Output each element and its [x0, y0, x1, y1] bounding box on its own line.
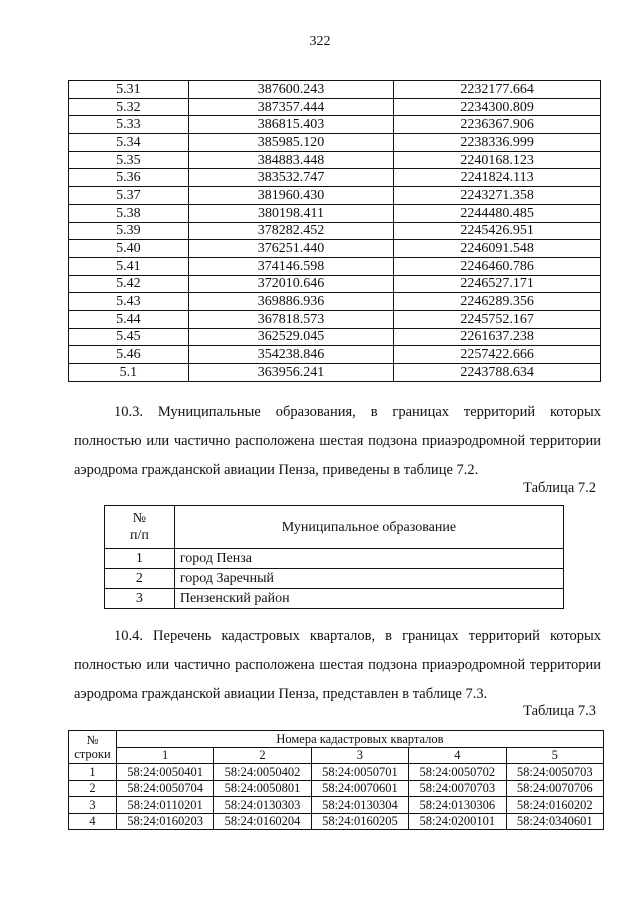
x-coordinate: 386815.403: [188, 116, 394, 134]
coordinates-table: [68, 80, 601, 382]
y-coordinate: 2240168.123: [394, 151, 601, 169]
municipality-name: город Заречный: [174, 569, 563, 589]
point-number: 5.32: [69, 98, 189, 116]
table-row: [105, 589, 564, 609]
point-number: 5.44: [69, 310, 189, 328]
x-coordinate: 354238.846: [188, 346, 394, 364]
header-number-cell: [105, 506, 175, 549]
cadastral-number: 58:24:0110201: [116, 797, 213, 814]
x-coordinate: 367818.573: [188, 310, 394, 328]
header-number-symbol: №: [132, 511, 147, 526]
table-row: [69, 346, 601, 364]
table-7-2-caption: Таблица 7.2: [523, 480, 596, 496]
y-coordinate: 2245426.951: [394, 222, 601, 240]
table-row: [69, 275, 601, 293]
table-row: [69, 310, 601, 328]
subheader-column: 4: [409, 747, 506, 764]
row-number: 3: [105, 589, 175, 609]
cadastral-number: 58:24:0160203: [116, 813, 213, 830]
municipalities-table: [104, 505, 564, 609]
y-coordinate: 2261637.238: [394, 328, 601, 346]
row-number: 2: [69, 780, 117, 797]
header-row-label: строки: [74, 747, 111, 761]
point-number: 5.1: [69, 364, 189, 382]
table-row: [69, 780, 604, 797]
table-row: [69, 151, 601, 169]
y-coordinate: 2246460.786: [394, 257, 601, 275]
cadastral-number: 58:24:0070706: [506, 780, 603, 797]
x-coordinate: 376251.440: [188, 240, 394, 258]
x-coordinate: 387600.243: [188, 81, 394, 99]
municipalities-header-row: [105, 506, 564, 549]
cadastral-number: 58:24:0050704: [116, 780, 213, 797]
table-row: [69, 222, 601, 240]
table-row: [69, 240, 601, 258]
cadastral-number: 58:24:0050702: [409, 764, 506, 781]
cadastral-number: 58:24:0340601: [506, 813, 603, 830]
table-row: [69, 134, 601, 152]
y-coordinate: 2246527.171: [394, 275, 601, 293]
table-row: [69, 364, 601, 382]
y-coordinate: 2234300.809: [394, 98, 601, 116]
point-number: 5.43: [69, 293, 189, 311]
subheader-column: 2: [214, 747, 311, 764]
table-row: [69, 328, 601, 346]
x-coordinate: 385985.120: [188, 134, 394, 152]
x-coordinate: 362529.045: [188, 328, 394, 346]
point-number: 5.45: [69, 328, 189, 346]
cadastral-quarters-table: [68, 730, 604, 830]
y-coordinate: 2257422.666: [394, 346, 601, 364]
subheader-column: 1: [116, 747, 213, 764]
table-row: [69, 813, 604, 830]
cadastral-number: 58:24:0130304: [311, 797, 408, 814]
cadastral-number: 58:24:0070703: [409, 780, 506, 797]
cadastral-number: 58:24:0130303: [214, 797, 311, 814]
x-coordinate: 374146.598: [188, 257, 394, 275]
y-coordinate: 2232177.664: [394, 81, 601, 99]
table-row: [69, 764, 604, 781]
cadastral-number: 58:24:0160205: [311, 813, 408, 830]
paragraph-10-4: 10.4. Перечень кадастровых кварталов, в границах территорий которых полностью или частично расположена шестая подзона приаэродромной территории аэродрома гражданской авиации Пенза, представлен в таблице 7.3.: [74, 628, 601, 702]
table-row: [69, 116, 601, 134]
header-number-symbol: №: [86, 733, 99, 747]
subheader-column: 3: [311, 747, 408, 764]
row-number: 1: [105, 549, 175, 569]
y-coordinate: 2243788.634: [394, 364, 601, 382]
table-row: [69, 204, 601, 222]
point-number: 5.36: [69, 169, 189, 187]
table-row: [69, 81, 601, 99]
table-row: [69, 293, 601, 311]
cadastral-number: 58:24:0160202: [506, 797, 603, 814]
x-coordinate: 363956.241: [188, 364, 394, 382]
cadastral-number: 58:24:0050701: [311, 764, 408, 781]
x-coordinate: 387357.444: [188, 98, 394, 116]
point-number: 5.31: [69, 81, 189, 99]
y-coordinate: 2244480.485: [394, 204, 601, 222]
table-row: [69, 98, 601, 116]
x-coordinate: 383532.747: [188, 169, 394, 187]
y-coordinate: 2241824.113: [394, 169, 601, 187]
point-number: 5.41: [69, 257, 189, 275]
cadastral-number: 58:24:0050801: [214, 780, 311, 797]
x-coordinate: 378282.452: [188, 222, 394, 240]
point-number: 5.37: [69, 187, 189, 205]
cadastral-number: 58:24:0160204: [214, 813, 311, 830]
x-coordinate: 380198.411: [188, 204, 394, 222]
point-number: 5.40: [69, 240, 189, 258]
y-coordinate: 2245752.167: [394, 310, 601, 328]
y-coordinate: 2243271.358: [394, 187, 601, 205]
table-row: [105, 549, 564, 569]
subheader-column: 5: [506, 747, 603, 764]
x-coordinate: 381960.430: [188, 187, 394, 205]
header-municipality: Муниципальное образование: [174, 506, 563, 549]
table-row: [69, 187, 601, 205]
table-row: [69, 169, 601, 187]
point-number: 5.34: [69, 134, 189, 152]
point-number: 5.35: [69, 151, 189, 169]
cadastral-number: 58:24:0050402: [214, 764, 311, 781]
cadastral-number: 58:24:0200101: [409, 813, 506, 830]
point-number: 5.33: [69, 116, 189, 134]
header-cadastral-numbers: Номера кадастровых кварталов: [116, 731, 603, 748]
cadastral-header-row: [69, 731, 604, 748]
row-number: 2: [105, 569, 175, 589]
cadastral-number: 58:24:0070601: [311, 780, 408, 797]
row-number: 4: [69, 813, 117, 830]
table-7-3-caption: Таблица 7.3: [523, 703, 596, 719]
page-number: 322: [309, 34, 331, 49]
header-row-number-cell: [69, 731, 117, 764]
row-number: 1: [69, 764, 117, 781]
y-coordinate: 2236367.906: [394, 116, 601, 134]
point-number: 5.38: [69, 204, 189, 222]
header-number-abbr: п/п: [129, 528, 149, 543]
y-coordinate: 2238336.999: [394, 134, 601, 152]
y-coordinate: 2246091.548: [394, 240, 601, 258]
table-row: [105, 569, 564, 589]
x-coordinate: 369886.936: [188, 293, 394, 311]
x-coordinate: 384883.448: [188, 151, 394, 169]
table-row: [69, 797, 604, 814]
point-number: 5.42: [69, 275, 189, 293]
cadastral-number: 58:24:0050703: [506, 764, 603, 781]
paragraph-10-3: 10.3. Муниципальные образования, в границах территорий которых полностью или частично расположена шестая подзона приаэродромной территории аэродрома гражданской авиации Пенза, приведены в таблице 7.2.: [74, 404, 601, 478]
cadastral-subheader-row: [69, 747, 604, 764]
point-number: 5.39: [69, 222, 189, 240]
y-coordinate: 2246289.356: [394, 293, 601, 311]
municipality-name: Пензенский район: [174, 589, 563, 609]
cadastral-number: 58:24:0050401: [116, 764, 213, 781]
point-number: 5.46: [69, 346, 189, 364]
table-row: [69, 257, 601, 275]
municipality-name: город Пенза: [174, 549, 563, 569]
x-coordinate: 372010.646: [188, 275, 394, 293]
row-number: 3: [69, 797, 117, 814]
cadastral-number: 58:24:0130306: [409, 797, 506, 814]
